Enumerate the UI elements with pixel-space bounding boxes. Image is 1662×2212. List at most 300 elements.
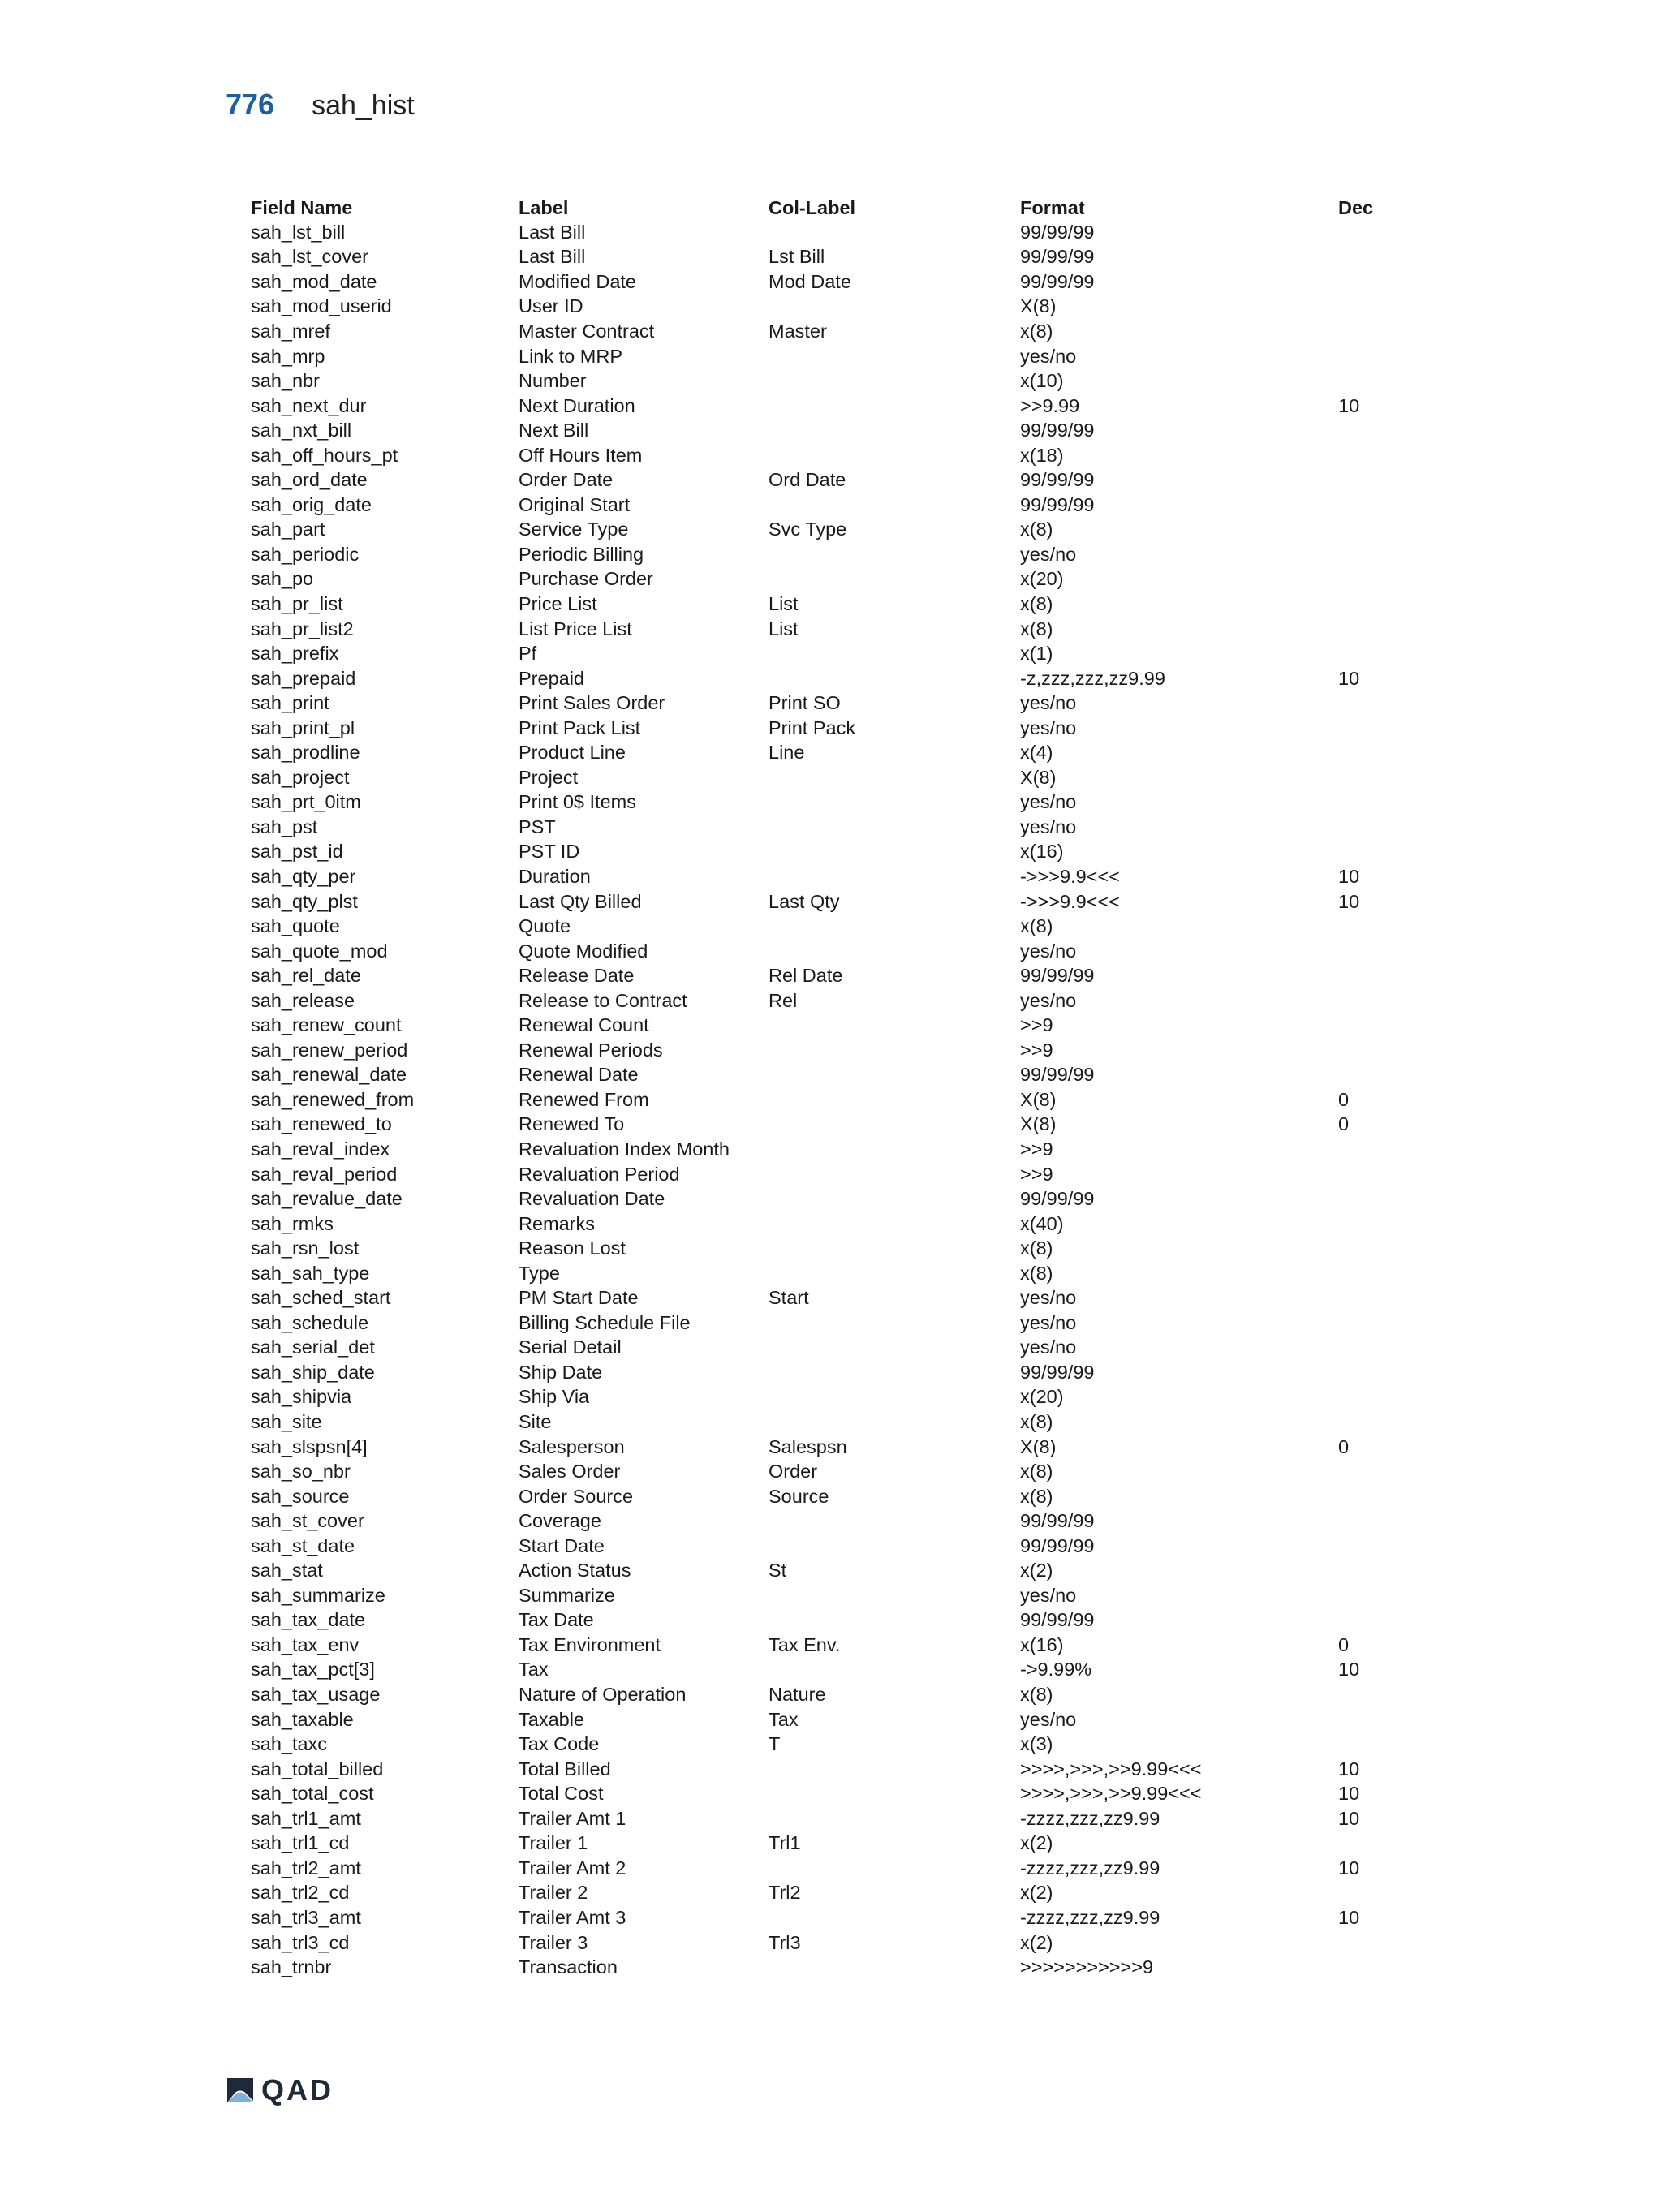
label-cell: Revaluation Date (519, 1188, 665, 1210)
field-name-cell: sah_print (251, 692, 329, 714)
field-name-cell: sah_release (251, 989, 355, 1011)
table-row (251, 1806, 1436, 1831)
table-row (251, 1905, 1436, 1930)
label-cell: PST ID (519, 841, 580, 863)
label-cell: PST (519, 816, 556, 837)
format-cell: 99/99/99 (1020, 1510, 1095, 1532)
table-row (251, 1682, 1436, 1707)
format-cell: yes/no (1020, 816, 1077, 837)
format-cell: 99/99/99 (1020, 246, 1095, 268)
format-cell: 99/99/99 (1020, 965, 1095, 987)
format-cell: yes/no (1020, 1336, 1077, 1358)
field-name-cell: sah_pr_list2 (251, 618, 354, 639)
field-name-cell: sah_tax_date (251, 1609, 366, 1631)
table-row (251, 1608, 1436, 1633)
format-cell: yes/no (1020, 940, 1077, 962)
format-cell: >>>>>>>>>>>9 (1020, 1956, 1154, 1978)
col-label-cell: Trl3 (769, 1931, 801, 1953)
format-cell: 99/99/99 (1020, 1188, 1095, 1210)
format-cell: >>9.99 (1020, 394, 1080, 416)
table-row (251, 1534, 1436, 1559)
field-table (251, 196, 1436, 1980)
table-row (251, 518, 1436, 543)
label-cell: Release to Contract (519, 989, 687, 1011)
label-cell: Start Date (519, 1534, 605, 1556)
table-row (251, 467, 1436, 493)
page-title: sah_hist (312, 90, 415, 121)
dec-cell: 10 (1338, 1659, 1360, 1681)
field-name-cell: sah_tax_env (251, 1633, 360, 1655)
field-name-cell: sah_st_date (251, 1534, 355, 1556)
table-row (251, 1286, 1436, 1311)
dec-cell: 10 (1338, 394, 1360, 416)
table-row (251, 740, 1436, 765)
field-name-cell: sah_st_cover (251, 1510, 364, 1532)
field-name-cell: sah_project (251, 766, 350, 788)
field-name-cell: sah_trl2_cd (251, 1882, 350, 1904)
table-header-row (251, 196, 1436, 220)
field-name-cell: sah_quote_mod (251, 940, 388, 962)
table-row (251, 493, 1436, 518)
format-cell: x(8) (1020, 1461, 1053, 1483)
table-row (251, 691, 1436, 716)
label-cell: Next Bill (519, 420, 589, 441)
label-cell: Ship Date (519, 1361, 603, 1383)
format-cell: X(8) (1020, 1113, 1057, 1135)
dec-cell: 10 (1338, 1783, 1360, 1805)
format-cell: 99/99/99 (1020, 1609, 1095, 1631)
format-cell: x(18) (1020, 444, 1064, 466)
field-name-cell: sah_po (251, 568, 314, 590)
label-cell: Revaluation Period (519, 1163, 680, 1185)
label-cell: Type (519, 1262, 560, 1284)
format-cell: x(8) (1020, 1684, 1053, 1706)
format-cell: 99/99/99 (1020, 420, 1095, 441)
field-name-cell: sah_ord_date (251, 469, 368, 491)
format-cell: >>>>,>>>,>>9.99<<< (1020, 1783, 1202, 1805)
table-row (251, 840, 1436, 865)
label-cell: Last Bill (519, 246, 586, 268)
dec-cell: 10 (1338, 1857, 1360, 1878)
table-row (251, 1087, 1436, 1112)
format-cell: yes/no (1020, 717, 1077, 738)
table-row (251, 963, 1436, 988)
format-cell: x(8) (1020, 1485, 1053, 1507)
col-label-cell: Print Pack (769, 717, 856, 738)
table-row (251, 567, 1436, 592)
field-name-cell: sah_ship_date (251, 1361, 375, 1383)
table-row (251, 1360, 1436, 1385)
format-cell: 99/99/99 (1020, 1361, 1095, 1383)
label-cell: Coverage (519, 1510, 601, 1532)
field-name-cell: sah_trnbr (251, 1956, 332, 1978)
label-cell: Price List (519, 592, 597, 614)
table-row (251, 319, 1436, 344)
field-name-cell: sah_so_nbr (251, 1461, 351, 1483)
label-cell: Release Date (519, 965, 635, 987)
table-row (251, 641, 1436, 666)
label-cell: Prepaid (519, 667, 584, 689)
column-header-field-name: Field Name (251, 196, 353, 218)
label-cell: Order Date (519, 469, 614, 491)
format-cell: x(10) (1020, 370, 1064, 392)
dec-cell: 10 (1338, 865, 1360, 887)
table-row (251, 1707, 1436, 1732)
label-cell: Taxable (519, 1708, 584, 1730)
table-row (251, 1211, 1436, 1237)
field-name-cell: sah_lst_cover (251, 246, 368, 268)
label-cell: Action Status (519, 1560, 631, 1582)
field-name-cell: sah_part (251, 519, 325, 540)
field-name-cell: sah_rmks (251, 1212, 334, 1234)
qad-logo (226, 2073, 334, 2107)
field-name-cell: sah_off_hours_pt (251, 444, 398, 466)
table-row (251, 1336, 1436, 1361)
col-label-cell: Start (769, 1287, 809, 1309)
field-name-cell: sah_tax_usage (251, 1684, 381, 1706)
dec-cell: 10 (1338, 890, 1360, 912)
format-cell: yes/no (1020, 345, 1077, 367)
page-number: 776 (226, 88, 275, 121)
table-row (251, 815, 1436, 840)
label-cell: Revaluation Index Month (519, 1138, 730, 1160)
format-cell: -z,zzz,zzz,zz9.99 (1020, 667, 1165, 689)
format-cell: 99/99/99 (1020, 221, 1095, 243)
label-cell: Pf (519, 643, 537, 665)
table-row (251, 1508, 1436, 1534)
field-name-cell: sah_trl2_amt (251, 1857, 361, 1878)
table-row (251, 889, 1436, 914)
field-name-cell: sah_mod_date (251, 270, 377, 292)
label-cell: Serial Detail (519, 1336, 622, 1358)
col-label-cell: List (769, 592, 799, 614)
dec-cell: 0 (1338, 1633, 1350, 1655)
format-cell: x(20) (1020, 568, 1064, 590)
format-cell: x(8) (1020, 1262, 1053, 1284)
col-label-cell: Lst Bill (769, 246, 825, 268)
table-row (251, 269, 1436, 295)
table-row (251, 245, 1436, 270)
field-name-cell: sah_nxt_bill (251, 420, 352, 441)
label-cell: Number (519, 370, 587, 392)
field-name-cell: sah_mrp (251, 345, 325, 367)
format-cell: ->>>9.9<<< (1020, 865, 1120, 887)
format-cell: >>9 (1020, 1138, 1053, 1160)
field-name-cell: sah_prt_0itm (251, 791, 361, 813)
table-row (251, 1484, 1436, 1509)
field-name-cell: sah_revalue_date (251, 1188, 403, 1210)
label-cell: Trailer Amt 1 (519, 1807, 626, 1829)
table-row (251, 1137, 1436, 1162)
label-cell: Renewal Date (519, 1064, 639, 1086)
format-cell: x(8) (1020, 1411, 1053, 1433)
label-cell: Periodic Billing (519, 543, 644, 565)
label-cell: Trailer 3 (519, 1931, 588, 1953)
format-cell: 99/99/99 (1020, 1064, 1095, 1086)
label-cell: Billing Schedule File (519, 1311, 691, 1333)
table-row (251, 1559, 1436, 1584)
label-cell: Renewed From (519, 1088, 649, 1110)
table-row (251, 1310, 1436, 1336)
format-cell: 99/99/99 (1020, 270, 1095, 292)
table-row (251, 368, 1436, 394)
format-cell: x(2) (1020, 1931, 1053, 1953)
col-label-cell: Svc Type (769, 519, 847, 540)
format-cell: x(8) (1020, 618, 1053, 639)
dec-cell: 10 (1338, 1758, 1360, 1779)
label-cell: Order Source (519, 1485, 634, 1507)
table-row (251, 1186, 1436, 1211)
label-cell: Print Pack List (519, 717, 641, 738)
label-cell: Ship Via (519, 1386, 590, 1408)
table-row (251, 344, 1436, 369)
label-cell: Tax Code (519, 1733, 600, 1755)
table-row (251, 592, 1436, 617)
col-label-cell: Trl2 (769, 1882, 801, 1904)
field-name-cell: sah_qty_per (251, 865, 356, 887)
label-cell: Salesperson (519, 1435, 625, 1457)
field-name-cell: sah_rsn_lost (251, 1237, 360, 1259)
format-cell: x(3) (1020, 1733, 1053, 1755)
col-label-cell: T (769, 1733, 781, 1755)
table-row (251, 617, 1436, 642)
label-cell: Transaction (519, 1956, 618, 1978)
format-cell: yes/no (1020, 1708, 1077, 1730)
table-row (251, 914, 1436, 939)
dec-cell: 0 (1338, 1113, 1350, 1135)
field-name-cell: sah_pr_list (251, 592, 343, 614)
format-cell: x(16) (1020, 841, 1064, 863)
field-name-cell: sah_summarize (251, 1584, 385, 1606)
field-name-cell: sah_pst (251, 816, 318, 837)
table-row (251, 1658, 1436, 1683)
dec-cell: 10 (1338, 1906, 1360, 1928)
format-cell: x(1) (1020, 643, 1053, 665)
format-cell: yes/no (1020, 692, 1077, 714)
label-cell: Quote (519, 915, 571, 937)
table-row (251, 1781, 1436, 1806)
label-cell: Trailer Amt 2 (519, 1857, 626, 1878)
format-cell: x(8) (1020, 592, 1053, 614)
table-row (251, 220, 1436, 245)
field-name-cell: sah_renewed_to (251, 1113, 392, 1135)
field-name-cell: sah_prepaid (251, 667, 356, 689)
dec-cell: 10 (1338, 667, 1360, 689)
format-cell: X(8) (1020, 295, 1057, 317)
format-cell: x(20) (1020, 1386, 1064, 1408)
label-cell: Print Sales Order (519, 692, 665, 714)
format-cell: yes/no (1020, 791, 1077, 813)
table-row (251, 1435, 1436, 1460)
format-cell: 99/99/99 (1020, 493, 1095, 515)
label-cell: Project (519, 766, 579, 788)
table-row (251, 418, 1436, 443)
format-cell: >>>>,>>>,>>9.99<<< (1020, 1758, 1202, 1779)
col-label-cell: Order (769, 1461, 818, 1483)
format-cell: yes/no (1020, 989, 1077, 1011)
field-name-cell: sah_qty_plst (251, 890, 358, 912)
label-cell: Sales Order (519, 1461, 621, 1483)
col-label-cell: Tax Env. (769, 1633, 841, 1655)
table-row (251, 790, 1436, 816)
field-name-cell: sah_reval_index (251, 1138, 390, 1160)
field-name-cell: sah_total_billed (251, 1758, 384, 1779)
format-cell: x(8) (1020, 1237, 1053, 1259)
field-name-cell: sah_renewal_date (251, 1064, 407, 1086)
label-cell: Modified Date (519, 270, 636, 292)
field-name-cell: sah_mref (251, 320, 330, 342)
field-name-cell: sah_schedule (251, 1311, 369, 1333)
label-cell: Trailer 2 (519, 1882, 588, 1904)
label-cell: Original Start (519, 493, 631, 515)
format-cell: 99/99/99 (1020, 469, 1095, 491)
format-cell: x(2) (1020, 1882, 1053, 1904)
col-label-cell: Trl1 (769, 1832, 801, 1854)
format-cell: -zzzz,zzz,zz9.99 (1020, 1906, 1160, 1928)
label-cell: Nature of Operation (519, 1684, 687, 1706)
table-row (251, 1236, 1436, 1261)
table-row (251, 1633, 1436, 1658)
table-row (251, 1732, 1436, 1757)
label-cell: Product Line (519, 742, 626, 764)
label-cell: Off Hours Item (519, 444, 643, 466)
format-cell: yes/no (1020, 1311, 1077, 1333)
col-label-cell: Ord Date (769, 469, 846, 491)
col-label-cell: Line (769, 742, 805, 764)
table-row (251, 1385, 1436, 1410)
field-name-cell: sah_renew_period (251, 1039, 408, 1061)
format-cell: X(8) (1020, 766, 1057, 788)
format-cell: ->9.99% (1020, 1659, 1092, 1681)
table-row (251, 1757, 1436, 1782)
col-label-cell: Tax (769, 1708, 799, 1730)
field-name-cell: sah_slspsn[4] (251, 1435, 368, 1457)
field-name-cell: sah_rel_date (251, 965, 361, 987)
column-header-col-label: Col-Label (769, 196, 856, 218)
field-name-cell: sah_tax_pct[3] (251, 1659, 375, 1681)
field-name-cell: sah_prodline (251, 742, 360, 764)
field-name-cell: sah_trl3_amt (251, 1906, 361, 1928)
qad-logo-icon (226, 2076, 255, 2104)
format-cell: x(8) (1020, 519, 1053, 540)
table-row (251, 542, 1436, 567)
format-cell: x(8) (1020, 915, 1053, 937)
label-cell: Next Duration (519, 394, 635, 416)
table-row (251, 1583, 1436, 1608)
format-cell: x(2) (1020, 1560, 1053, 1582)
table-row (251, 1955, 1436, 1980)
label-cell: Tax Environment (519, 1633, 661, 1655)
field-name-cell: sah_trl1_amt (251, 1807, 361, 1829)
label-cell: User ID (519, 295, 583, 317)
format-cell: -zzzz,zzz,zz9.99 (1020, 1807, 1160, 1829)
format-cell: 99/99/99 (1020, 1534, 1095, 1556)
field-name-cell: sah_sched_start (251, 1287, 391, 1309)
format-cell: X(8) (1020, 1088, 1057, 1110)
field-name-cell: sah_prefix (251, 643, 339, 665)
dec-cell: 0 (1338, 1435, 1350, 1457)
field-name-cell: sah_total_cost (251, 1783, 374, 1805)
table-row (251, 1162, 1436, 1187)
label-cell: Master Contract (519, 320, 655, 342)
format-cell: ->>>9.9<<< (1020, 890, 1120, 912)
label-cell: Total Cost (519, 1783, 604, 1805)
label-cell: Remarks (519, 1212, 596, 1234)
label-cell: Quote Modified (519, 940, 648, 962)
label-cell: Service Type (519, 519, 629, 540)
table-row (251, 716, 1436, 741)
format-cell: >>9 (1020, 1039, 1053, 1061)
label-cell: Trailer 1 (519, 1832, 588, 1854)
col-label-cell: List (769, 618, 799, 639)
table-row (251, 1856, 1436, 1881)
col-label-cell: St (769, 1560, 787, 1582)
format-cell: X(8) (1020, 1435, 1057, 1457)
table-row (251, 1261, 1436, 1286)
col-label-cell: Print SO (769, 692, 841, 714)
label-cell: Summarize (519, 1584, 615, 1606)
table-row (251, 666, 1436, 691)
field-name-cell: sah_periodic (251, 543, 360, 565)
label-cell: Renewal Periods (519, 1039, 663, 1061)
page-header (226, 88, 415, 128)
table-row (251, 1831, 1436, 1857)
label-cell: Print 0$ Items (519, 791, 636, 813)
label-cell: Tax (519, 1659, 549, 1681)
column-header-format: Format (1020, 196, 1085, 218)
table-row (251, 1409, 1436, 1435)
field-name-cell: sah_orig_date (251, 493, 372, 515)
field-name-cell: sah_next_dur (251, 394, 367, 416)
field-name-cell: sah_mod_userid (251, 295, 392, 317)
field-name-cell: sah_trl3_cd (251, 1931, 350, 1953)
table-row (251, 1013, 1436, 1039)
field-name-cell: sah_taxc (251, 1733, 328, 1755)
table-row (251, 988, 1436, 1013)
label-cell: Renewed To (519, 1113, 625, 1135)
col-label-cell: Rel (769, 989, 798, 1011)
label-cell: Site (519, 1411, 552, 1433)
field-name-cell: sah_print_pl (251, 717, 355, 738)
col-label-cell: Nature (769, 1684, 826, 1706)
label-cell: Trailer Amt 3 (519, 1906, 626, 1928)
format-cell: x(2) (1020, 1832, 1053, 1854)
label-cell: Link to MRP (519, 345, 622, 367)
col-label-cell: Master (769, 320, 827, 342)
column-header-label: Label (519, 196, 569, 218)
col-label-cell: Salespsn (769, 1435, 847, 1457)
label-cell: Tax Date (519, 1609, 594, 1631)
col-label-cell: Source (769, 1485, 829, 1507)
field-name-cell: sah_renew_count (251, 1014, 402, 1036)
table-row (251, 1038, 1436, 1063)
field-name-cell: sah_site (251, 1411, 322, 1433)
format-cell: x(4) (1020, 742, 1053, 764)
table-body (251, 220, 1436, 1980)
field-name-cell: sah_quote (251, 915, 340, 937)
field-name-cell: sah_stat (251, 1560, 323, 1582)
format-cell: >>9 (1020, 1014, 1053, 1036)
table-row (251, 1112, 1436, 1138)
table-row (251, 394, 1436, 419)
field-name-cell: sah_taxable (251, 1708, 354, 1730)
dec-cell: 10 (1338, 1807, 1360, 1829)
label-cell: Purchase Order (519, 568, 653, 590)
column-header-dec: Dec (1338, 196, 1374, 218)
label-cell: Last Bill (519, 221, 586, 243)
dec-cell: 0 (1338, 1088, 1350, 1110)
format-cell: yes/no (1020, 543, 1077, 565)
